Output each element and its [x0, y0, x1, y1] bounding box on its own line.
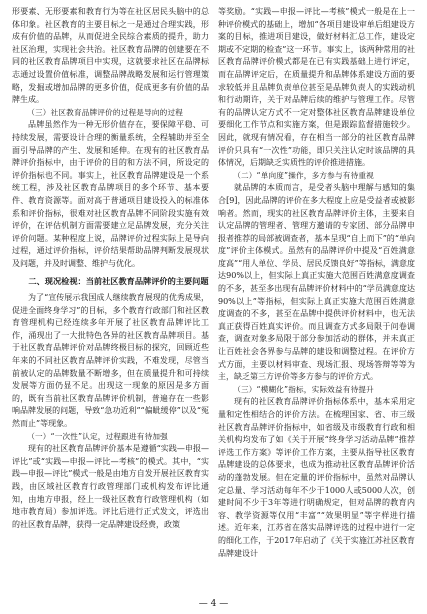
right-column [218, 6, 415, 598]
section-heading: 二、现况检视：当前社区教育品牌评价的主要问题 [28, 276, 209, 287]
subsection-heading: （二）“单向度”操作，多方参与有待重视 [233, 170, 374, 180]
subsection-heading: （三）“模糊化”指标，实际效益有待提升 [233, 384, 374, 394]
paragraph: 品牌虽然作为一种无形价值存在，要保障平稳、可持续发展，需要设计合理的衡量系统，全程辅助并至全面引导品牌的产生、发展和延伸。在现有的社区教育品牌评价指标中，由于评价的目的和方法不同，所设定的评价指标也不同。事实上，社区教育品牌建设是一个系统工程，涉及社区教育品牌项目的多个环节、基本要件、教育资源等。面对高于普通项目建设投入的标准体系和评价指标，很难对社区教育品牌不同阶段实施有效评价，在评估机制方面需要建立足品牌发展，充分关注评价问题。某种程度上说，品牌评价过程实际上是导向过程，通过评价指标，评价结果帮助品牌判断发展现状及问题，并及时调整、维护与优化。 [12, 120, 209, 268]
paragraph: 等奖励。“实践—申报—评比—考核”模式一般是在上一种评价模式的基础上，增加“各项目建设审单后组建设方案的目标，推进项目建设，做好材料汇总工作，建设定期或不定期的检查”这一环节。事实上，该两种常用的社区教育品牌评价模式都是在已有实践基础上进行评定，而在品牌评定后，在质量提升和品牌体系建设方面的要求较低并且品牌负责单位甚至是品牌负责人的实践动机和行动期许，关于对品牌后续的维护与管理工作。尽管有的品牌认定方式不一定对整体社区教育品牌建设单位要细化工作节点和实施方案，但是跟踪监督措施较少。因此，就现有情况看，存在相当一部分的社区教育品牌评价只具有“一次性”功能，即只关注认定时该品牌的具体情况，后期缺乏实质性的评价推进措施。 [218, 7, 415, 168]
paragraph: 形要素、无形要素和教育行为等在社区居民头脑中的总体印象。社区教育的主要目标之一是通过合理实践，形成有价值的品牌，从而促进全民综合素质的提升，助力社区治理，实现社会共治。社区教育品牌的创建要在不同的社区教育品牌项目中实现，这就要求社区在品牌标志通过设置价值标准，调整品牌战略发展和运行管理策略，发掘或增加品牌的更多价值，促成更多有价值的品牌生成。 [12, 7, 209, 105]
two-column-body [12, 6, 415, 598]
paragraph: 现有的社区教育品牌评价指标体系中，基本采用定量和定性相结合的评价方法。在梳理国家、省、市三级社区教育品牌评价指标中，如省级及市级教育行政和相关机构均发布了如《关于开展“终身学习活动品牌”推荐评选工作方案》等评价工作方案，主要从指导社区教育品牌建设的总体要求，也成为推动社区教育品牌评价活动的蓬勃发展。但在定量的评价指标中，虽然对品牌认定总量、学习活动每年不少于1000人或5000人次，创建时间不少于3年等进行明确规定，但对品牌的教育内容、教学资源等仅用“丰富”“效果明显”等字样进行描述。近年来，江苏省在落实品牌评选的过程中进行一定的细化工作，于2017年启动了《关于实施江苏社区教育品牌建设计 [218, 397, 415, 558]
subsection-heading: （三）社区教育品牌评价的过程是导向的过程 [27, 107, 184, 117]
subsection-heading: （一）“一次性”认定，过程跟进有待加强 [27, 431, 168, 441]
paragraph: 现有的社区教育品牌评价基本是遵循“实践—申报—评比”或“实践—申报—评比—考核”的模式。其中，“实践—申报—评比”模式一般是由地方自发开展社区教育实践，由区域社区教育行政管理部门或机构发布评比通知，由地方申报，经上一级社区教育行政管理机构（如地市教育局）参加评选。评比后进行正式发文，评选出的社区教育品牌，获得一定品牌建设经费，政策 [12, 444, 209, 529]
left-column [12, 6, 209, 598]
paragraph: 为了“宣传展示我国成人继续教育展现的优秀成果，促进全面终身学习”的目标，多个教育行政部门和社区教育管理机构已经连续多年开展了社区教育品牌评比工作，涌现出了一大批特色各异的社区教育品牌项目。基于社区教育品牌评价对品牌终极目标的探究，回顾近些年来的不同社区教育品牌评价实践，不难发现，尽管当前被认定的品牌数量不断增多，但在质量提升和可持续发展等方面仍显不足。出现这一现象的原因是多方面的，既有当前社区教育品牌评价机制，普遍存在一些影响品牌发展的问题，导致“急功近利”“偏眦缓停”以及“冤然而止”等现象。 [12, 293, 209, 428]
paragraph: 就品牌的本质而言，是受者头脑中理解与感知的集合[9]，因此品牌的评价在多大程度上应是受益者或被影响者。然而，现实的社区教育品牌评价主体，主要来自认定品牌的管理者、管理方邀请的专家团、部分品牌申报者推荐的局部被调查者，基本呈现“自上而下”的“单向度”评价主体模式。虽然有的品牌评价中提及“百姓满意度高”“用人单位、学员、居民反馈良好”等指标，满意度达90%以上，但实际上真正实施大范围百姓满意度调查的不多，甚至多出现有品牌评价材料中的“学员满意度达90%以上”等指标，但实际上真正实施大范围百姓满意度调查的不多，甚至在品牌中提供评价材料中，也无法真正获得百姓真实评价。而且调查方式多局限于问卷调查，调查对象多局限于部分参加活动的群体，并未真正让百姓社会各界参与品牌的建设和调整过程。在评价方式方面，主要以材料审查、现场汇报、现场答辩等等为主，缺乏第三方评价等多方参与的评价方式。 [218, 183, 415, 382]
page-number: — 4 — [198, 599, 229, 609]
